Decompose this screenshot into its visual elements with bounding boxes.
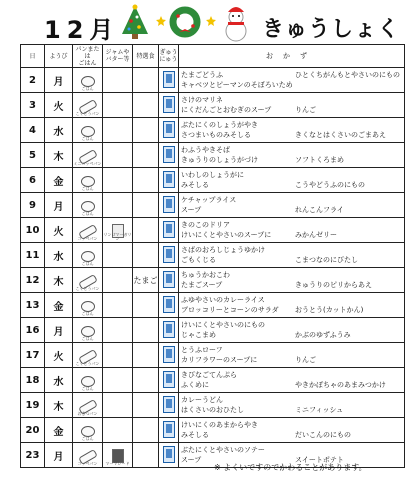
milk-carton-icon <box>163 96 175 113</box>
okazu-line <box>179 320 404 330</box>
okazu-main: きのこのドリア <box>181 221 230 229</box>
day-cell: 2 <box>21 68 45 93</box>
okazu-side: こまつなのにびたし <box>295 256 358 264</box>
bread-cell <box>73 143 103 168</box>
bread-label: ごはん <box>81 136 94 141</box>
okazu-cell <box>179 243 405 268</box>
day-cell: 4 <box>21 118 45 143</box>
day-cell: 19 <box>21 393 45 418</box>
okazu-main: とうふローフ <box>181 346 223 354</box>
day-cell: 23 <box>21 443 45 468</box>
rice-bowl-icon <box>81 251 95 262</box>
okazu-cell <box>179 268 405 293</box>
okazu-main: ぶたにくとやさいのソテー <box>181 446 265 454</box>
okazu-main: はくさいのおひたし <box>181 406 244 414</box>
okazu-line <box>179 95 404 105</box>
weekday-cell: 月 <box>45 443 73 468</box>
footnote: ※ よくいですのでかわることがあります。 <box>214 463 367 472</box>
okazu-line <box>179 295 404 305</box>
special-cell <box>133 418 159 443</box>
okazu-line <box>179 120 404 130</box>
special-cell <box>133 193 159 218</box>
milk-cell <box>159 268 179 293</box>
bread-label: ごはん <box>81 311 94 316</box>
bread-label: ミニコッペパン <box>73 161 102 166</box>
header-day: 日 <box>21 45 45 68</box>
okazu-main: にくだんごとおむぎのスープ <box>181 106 272 114</box>
weekday-cell: 月 <box>45 193 73 218</box>
milk-cell <box>159 118 179 143</box>
table-row <box>21 393 405 418</box>
okazu-side: だいこんのにもの <box>295 431 351 439</box>
okazu-line <box>179 145 404 155</box>
okazu-cell <box>179 368 405 393</box>
milk-carton-icon <box>163 271 175 288</box>
okazu-line <box>179 345 404 355</box>
snowman-icon <box>220 4 252 42</box>
okazu-line <box>179 380 404 390</box>
okazu-main: けいにくのあまからやき <box>181 421 258 429</box>
day-cell: 12 <box>21 268 45 293</box>
okazu-line <box>179 280 404 290</box>
okazu-line <box>179 195 404 205</box>
okazu-line <box>179 370 404 380</box>
jam-cell <box>103 218 133 243</box>
milk-carton-icon <box>163 396 175 413</box>
okazu-main: スープ <box>181 456 202 464</box>
jam-cell <box>103 68 133 93</box>
jam-cell <box>103 318 133 343</box>
bread-cell <box>73 218 103 243</box>
okazu-main: スープ <box>181 206 202 214</box>
okazu-line <box>179 445 404 455</box>
jam-cell <box>103 93 133 118</box>
bread-cell <box>73 443 103 468</box>
rice-bowl-icon <box>81 326 95 337</box>
okazu-side: りんご <box>295 356 316 364</box>
bread-cell <box>73 368 103 393</box>
table-row <box>21 68 405 93</box>
special-cell <box>133 293 159 318</box>
milk-cell <box>159 293 179 318</box>
okazu-main: きびなごてんぷら <box>181 371 237 379</box>
okazu-cell <box>179 193 405 218</box>
okazu-side: れんこんフライ <box>295 206 344 214</box>
okazu-line <box>179 355 404 365</box>
okazu-main: さつまいものみそしる <box>181 131 251 139</box>
bread-cell <box>73 68 103 93</box>
rice-bowl-icon <box>81 76 95 87</box>
okazu-main: ブロッコリーとコーンのサラダ <box>181 306 279 314</box>
milk-carton-icon <box>163 171 175 188</box>
special-cell: たまご <box>133 268 159 293</box>
milk-carton-icon <box>163 321 175 338</box>
milk-cell <box>159 418 179 443</box>
special-cell <box>133 118 159 143</box>
table-row <box>21 168 405 193</box>
okazu-line <box>179 420 404 430</box>
okazu-main: わふうやきそば <box>181 146 230 154</box>
bread-label: コッペパン <box>77 461 98 466</box>
special-cell <box>133 368 159 393</box>
jam-cell <box>103 443 133 468</box>
special-cell <box>133 443 159 468</box>
weekday-cell: 水 <box>45 243 73 268</box>
special-cell <box>133 68 159 93</box>
okazu-main: けいにくとやさいのにもの <box>181 321 265 329</box>
rice-bowl-icon <box>81 201 95 212</box>
bread-label: こくとうパン <box>75 111 100 116</box>
milk-cell <box>159 168 179 193</box>
okazu-side: おうとう(カットかん) <box>295 306 364 314</box>
okazu-cell <box>179 318 405 343</box>
okazu-main: けいにくとやさいのスープに <box>181 231 272 239</box>
header-okazu: おかず <box>179 45 405 68</box>
bread-cell <box>73 318 103 343</box>
okazu-side: かぶのゆずふうみ <box>295 331 351 339</box>
okazu-side: こうやどうふのにもの <box>295 181 365 189</box>
milk-cell <box>159 368 179 393</box>
weekday-cell: 火 <box>45 218 73 243</box>
okazu-side: スイートポテト <box>295 456 344 464</box>
special-cell <box>133 143 159 168</box>
weekday-cell: 水 <box>45 118 73 143</box>
okazu-line <box>179 245 404 255</box>
bread-label: ごはん <box>81 86 94 91</box>
jam-label: リンゴマーガリン <box>103 232 132 241</box>
okazu-main: たまごスープ <box>181 281 223 289</box>
milk-cell <box>159 443 179 468</box>
okazu-main: カリフラワーのスープに <box>181 356 258 364</box>
milk-carton-icon <box>163 421 175 438</box>
day-cell: 16 <box>21 318 45 343</box>
bread-label: おきつパン <box>77 411 98 416</box>
okazu-cell <box>179 168 405 193</box>
milk-carton-icon <box>163 296 175 313</box>
okazu-cell <box>179 343 405 368</box>
special-cell <box>133 218 159 243</box>
weekday-cell: 月 <box>45 68 73 93</box>
jam-cell <box>103 243 133 268</box>
day-cell: 13 <box>21 293 45 318</box>
okazu-line <box>179 170 404 180</box>
weekday-cell: 水 <box>45 368 73 393</box>
okazu-side: ソフトくろまめ <box>295 156 344 164</box>
bread-label: ごはん <box>81 336 94 341</box>
okazu-line <box>179 80 404 90</box>
okazu-line <box>179 70 404 80</box>
lunch-title: きゅうしょく <box>262 17 401 42</box>
weekday-cell: 木 <box>45 143 73 168</box>
rice-bowl-icon <box>81 426 95 437</box>
header-bread: パンまたは ごはん <box>73 45 103 68</box>
rice-bowl-icon <box>81 376 95 387</box>
day-cell: 5 <box>21 143 45 168</box>
milk-cell <box>159 318 179 343</box>
bread-cell <box>73 418 103 443</box>
okazu-main: ケチャップライス <box>181 196 237 204</box>
okazu-main: さばのおろしじょうゆかけ <box>181 246 265 254</box>
okazu-main: ぶたにくのしょうがやき <box>181 121 258 129</box>
okazu-line <box>179 255 404 265</box>
table-row <box>21 268 405 293</box>
jam-cell <box>103 368 133 393</box>
milk-carton-icon <box>163 221 175 238</box>
okazu-line <box>179 130 404 140</box>
rice-bowl-icon <box>81 176 95 187</box>
bread-label: ごはん <box>81 386 94 391</box>
star-icon <box>206 16 216 26</box>
milk-carton-icon <box>163 446 175 463</box>
table-row <box>21 93 405 118</box>
bread-cell <box>73 243 103 268</box>
table-row <box>21 293 405 318</box>
jam-cell <box>103 193 133 218</box>
jam-cell <box>103 118 133 143</box>
table-row <box>21 193 405 218</box>
okazu-side: みかんゼリー <box>295 231 337 239</box>
title-area <box>0 0 420 44</box>
okazu-cell <box>179 93 405 118</box>
okazu-line <box>179 230 404 240</box>
okazu-main: みそしる <box>181 181 209 189</box>
okazu-main: きゅうりのしょうがづけ <box>181 156 258 164</box>
bread-cell <box>73 93 103 118</box>
jam-label: マーマレード <box>105 461 130 466</box>
okazu-side: きゅうりのピリからあえ <box>295 281 372 289</box>
milk-carton-icon <box>163 121 175 138</box>
jam-cell <box>103 418 133 443</box>
special-cell <box>133 393 159 418</box>
bread-label: コッペパン <box>77 236 98 241</box>
table-row <box>21 418 405 443</box>
bread-cell <box>73 168 103 193</box>
okazu-cell <box>179 393 405 418</box>
jam-cell <box>103 268 133 293</box>
okazu-main: キャベツとピーマンのそぼろいため <box>181 81 293 89</box>
header-jam: ジャムや バター等 <box>103 45 133 68</box>
jam-cell <box>103 168 133 193</box>
table-row <box>21 318 405 343</box>
bread-cell <box>73 343 103 368</box>
milk-carton-icon <box>163 71 175 88</box>
okazu-main: ごもくじる <box>181 256 216 264</box>
day-cell: 18 <box>21 368 45 393</box>
weekday-cell: 木 <box>45 268 73 293</box>
table-row <box>21 143 405 168</box>
milk-cell <box>159 193 179 218</box>
rice-bowl-icon <box>81 126 95 137</box>
special-cell <box>133 343 159 368</box>
weekday-cell: 金 <box>45 293 73 318</box>
jam-cell <box>103 293 133 318</box>
menu-table <box>20 44 405 468</box>
okazu-cell <box>179 293 405 318</box>
okazu-main: ふゆやさいのカレーライス <box>181 296 265 304</box>
weekday-cell: 金 <box>45 168 73 193</box>
okazu-main: さけのマリネ <box>181 96 223 104</box>
header-milk: ぎゅう にゅう <box>159 45 179 68</box>
weekday-cell: 火 <box>45 93 73 118</box>
okazu-main: ふくめに <box>181 381 209 389</box>
day-cell: 6 <box>21 168 45 193</box>
weekday-cell: 火 <box>45 343 73 368</box>
okazu-line <box>179 105 404 115</box>
bread-label: ごはん <box>81 211 94 216</box>
okazu-cell <box>179 218 405 243</box>
milk-carton-icon <box>163 371 175 388</box>
jam-cell <box>103 343 133 368</box>
milk-carton-icon <box>163 196 175 213</box>
okazu-side: やきかぼちゃのあまみつかけ <box>295 381 386 389</box>
bread-cell <box>73 293 103 318</box>
star-icon <box>156 16 166 26</box>
okazu-line <box>179 180 404 190</box>
bread-label: ごはん <box>81 261 94 266</box>
header-weekday: ようび <box>45 45 73 68</box>
okazu-main: じゃこまめ <box>181 331 216 339</box>
okazu-main: みそしる <box>181 431 209 439</box>
okazu-cell <box>179 118 405 143</box>
bread-cell <box>73 118 103 143</box>
table-row <box>21 368 405 393</box>
table-row <box>21 243 405 268</box>
okazu-line <box>179 155 404 165</box>
table-row <box>21 343 405 368</box>
okazu-line <box>179 330 404 340</box>
weekday-cell: 金 <box>45 418 73 443</box>
day-cell: 20 <box>21 418 45 443</box>
okazu-line <box>179 270 404 280</box>
special-cell <box>133 318 159 343</box>
okazu-line <box>179 205 404 215</box>
milk-cell <box>159 343 179 368</box>
day-cell: 9 <box>21 193 45 218</box>
okazu-line <box>179 220 404 230</box>
okazu-main: カレーうどん <box>181 396 223 404</box>
table-row <box>21 218 405 243</box>
day-cell: 10 <box>21 218 45 243</box>
wreath-icon <box>168 4 202 40</box>
bread-cell <box>73 393 103 418</box>
milk-cell <box>159 68 179 93</box>
okazu-line <box>179 395 404 405</box>
okazu-side: きくなとはくさいのごまあえ <box>295 131 386 139</box>
bread-label: ごはん <box>81 186 94 191</box>
special-cell <box>133 168 159 193</box>
special-cell <box>133 93 159 118</box>
okazu-side: ひとくちがんもとやさいのにもの <box>295 71 400 79</box>
jam-cell <box>103 143 133 168</box>
okazu-cell <box>179 418 405 443</box>
rice-bowl-icon <box>81 301 95 312</box>
special-cell <box>133 243 159 268</box>
day-cell: 3 <box>21 93 45 118</box>
day-cell: 17 <box>21 343 45 368</box>
milk-cell <box>159 393 179 418</box>
okazu-line <box>179 405 404 415</box>
jam-cell <box>103 393 133 418</box>
okazu-cell <box>179 143 405 168</box>
bread-label: ごはん <box>81 436 94 441</box>
milk-cell <box>159 243 179 268</box>
milk-carton-icon <box>163 346 175 363</box>
okazu-line <box>179 305 404 315</box>
okazu-side: りんご <box>295 106 316 114</box>
bread-cell <box>73 268 103 293</box>
milk-carton-icon <box>163 146 175 163</box>
christmas-tree-icon <box>118 4 152 40</box>
milk-cell <box>159 218 179 243</box>
bread-cell <box>73 193 103 218</box>
month-title: 12月 <box>44 16 120 44</box>
okazu-main: ちゅうかおこわ <box>181 271 230 279</box>
day-cell: 11 <box>21 243 45 268</box>
okazu-cell <box>179 68 405 93</box>
weekday-cell: 木 <box>45 393 73 418</box>
milk-cell <box>159 143 179 168</box>
milk-carton-icon <box>163 246 175 263</box>
weekday-cell: 月 <box>45 318 73 343</box>
okazu-main: たまごどうふ <box>181 71 223 79</box>
okazu-side: ミニフィッシュ <box>295 406 344 414</box>
okazu-line <box>179 430 404 440</box>
header-special: 特選食 <box>133 45 159 68</box>
table-row <box>21 118 405 143</box>
bread-label: こくとうパン <box>75 361 100 366</box>
okazu-main: いわしのしょうがに <box>181 171 244 179</box>
bread-label: こくとうパン <box>75 286 100 291</box>
milk-cell <box>159 93 179 118</box>
header-row <box>21 45 405 68</box>
